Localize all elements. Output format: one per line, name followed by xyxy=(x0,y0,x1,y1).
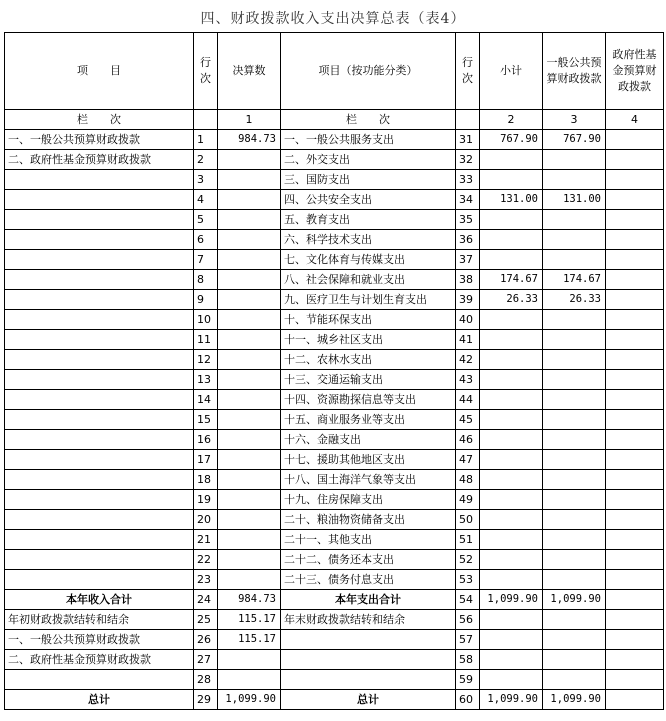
expense-fund xyxy=(606,530,664,550)
income-amount xyxy=(218,410,281,430)
income-amount: 115.17 xyxy=(218,610,281,630)
expense-fund xyxy=(606,290,664,310)
income-row-no: 26 xyxy=(194,630,218,650)
income-row-no: 28 xyxy=(194,670,218,690)
expense-item: 十二、农林水支出 xyxy=(281,350,456,370)
expense-item: 五、教育支出 xyxy=(281,210,456,230)
expense-fund xyxy=(606,650,664,670)
expense-general xyxy=(543,630,606,650)
income-amount xyxy=(218,490,281,510)
income-row-no: 7 xyxy=(194,250,218,270)
expense-item: 二、外交支出 xyxy=(281,150,456,170)
expense-general: 174.67 xyxy=(543,270,606,290)
expense-subtotal xyxy=(480,670,543,690)
lanci-empty xyxy=(194,110,218,130)
income-amount xyxy=(218,270,281,290)
expense-item xyxy=(281,630,456,650)
expense-row-no: 49 xyxy=(456,490,480,510)
lanci-left: 栏 次 xyxy=(5,110,194,130)
expense-item: 二十二、债务还本支出 xyxy=(281,550,456,570)
expense-general xyxy=(543,350,606,370)
table-row xyxy=(5,430,664,450)
expense-row-no: 36 xyxy=(456,230,480,250)
expense-fund xyxy=(606,310,664,330)
expense-item: 三、国防支出 xyxy=(281,170,456,190)
lanci-c1: 1 xyxy=(218,110,281,130)
lanci-row xyxy=(5,110,664,130)
income-item xyxy=(5,170,194,190)
expense-item: 二十一、其他支出 xyxy=(281,530,456,550)
income-amount xyxy=(218,510,281,530)
expense-subtotal: 1,099.90 xyxy=(480,590,543,610)
expense-subtotal xyxy=(480,610,543,630)
expense-general xyxy=(543,330,606,350)
expense-general xyxy=(543,430,606,450)
expense-row-no: 45 xyxy=(456,410,480,430)
income-item: 二、政府性基金预算财政拨款 xyxy=(5,150,194,170)
expense-general xyxy=(543,550,606,570)
income-item xyxy=(5,350,194,370)
expense-subtotal xyxy=(480,170,543,190)
expense-fund xyxy=(606,170,664,190)
expense-item: 四、公共安全支出 xyxy=(281,190,456,210)
expense-fund xyxy=(606,390,664,410)
table-row xyxy=(5,350,664,370)
table-row xyxy=(5,610,664,630)
page-title: 四、财政拨款收入支出决算总表（表4） xyxy=(200,11,466,27)
expense-item: 十一、城乡社区支出 xyxy=(281,330,456,350)
income-item: 年初财政拨款结转和结余 xyxy=(5,610,194,630)
income-amount xyxy=(218,350,281,370)
expense-item: 十四、资源勘探信息等支出 xyxy=(281,390,456,410)
lanci-empty2 xyxy=(456,110,480,130)
income-amount xyxy=(218,230,281,250)
header-fund: 政府性基金预算财政拨款 xyxy=(606,33,664,110)
income-amount xyxy=(218,470,281,490)
expense-subtotal xyxy=(480,650,543,670)
lanci-c4: 4 xyxy=(606,110,664,130)
income-row-no: 18 xyxy=(194,470,218,490)
table-row xyxy=(5,130,664,150)
table-row xyxy=(5,210,664,230)
expense-item: 十三、交通运输支出 xyxy=(281,370,456,390)
expense-fund xyxy=(606,230,664,250)
expense-item: 九、医疗卫生与计划生育支出 xyxy=(281,290,456,310)
expense-row-no: 34 xyxy=(456,190,480,210)
expense-general: 26.33 xyxy=(543,290,606,310)
income-item xyxy=(5,230,194,250)
expense-row-no: 41 xyxy=(456,330,480,350)
income-amount xyxy=(218,170,281,190)
income-row-no: 16 xyxy=(194,430,218,450)
income-item xyxy=(5,670,194,690)
income-row-no: 27 xyxy=(194,650,218,670)
expense-general xyxy=(543,210,606,230)
income-item: 本年收入合计 xyxy=(5,590,194,610)
expense-row-no: 38 xyxy=(456,270,480,290)
income-item xyxy=(5,490,194,510)
expense-general xyxy=(543,570,606,590)
table-row xyxy=(5,590,664,610)
expense-general xyxy=(543,370,606,390)
income-amount xyxy=(218,390,281,410)
expense-row-no: 44 xyxy=(456,390,480,410)
expense-fund xyxy=(606,250,664,270)
expense-item: 二十、粮油物资储备支出 xyxy=(281,510,456,530)
expense-item: 十七、援助其他地区支出 xyxy=(281,450,456,470)
expense-fund xyxy=(606,210,664,230)
expense-subtotal xyxy=(480,490,543,510)
income-row-no: 14 xyxy=(194,390,218,410)
expense-general: 1,099.90 xyxy=(543,690,606,710)
expense-subtotal xyxy=(480,310,543,330)
expense-row-no: 56 xyxy=(456,610,480,630)
table-row xyxy=(5,310,664,330)
expense-item: 十、节能环保支出 xyxy=(281,310,456,330)
expense-general xyxy=(543,170,606,190)
header-amount: 决算数 xyxy=(218,33,281,110)
expense-row-no: 51 xyxy=(456,530,480,550)
expense-row-no: 58 xyxy=(456,650,480,670)
expense-general: 767.90 xyxy=(543,130,606,150)
expense-fund xyxy=(606,430,664,450)
expense-row-no: 32 xyxy=(456,150,480,170)
income-row-no: 21 xyxy=(194,530,218,550)
income-item xyxy=(5,430,194,450)
expense-fund xyxy=(606,150,664,170)
expense-subtotal xyxy=(480,350,543,370)
table-row xyxy=(5,530,664,550)
expense-general xyxy=(543,230,606,250)
expense-fund xyxy=(606,610,664,630)
expense-fund xyxy=(606,570,664,590)
table-row xyxy=(5,170,664,190)
expense-fund xyxy=(606,450,664,470)
table-row xyxy=(5,470,664,490)
expense-row-no: 40 xyxy=(456,310,480,330)
expense-subtotal: 1,099.90 xyxy=(480,690,543,710)
table-row xyxy=(5,550,664,570)
income-row-no: 22 xyxy=(194,550,218,570)
expense-general xyxy=(543,310,606,330)
income-item xyxy=(5,370,194,390)
table-row xyxy=(5,230,664,250)
income-amount xyxy=(218,150,281,170)
header-item-func: 项目（按功能分类） xyxy=(281,33,456,110)
income-row-no: 2 xyxy=(194,150,218,170)
expense-subtotal xyxy=(480,230,543,250)
income-row-no: 3 xyxy=(194,170,218,190)
income-item: 一、一般公共预算财政拨款 xyxy=(5,130,194,150)
lanci-c3: 3 xyxy=(543,110,606,130)
income-row-no: 4 xyxy=(194,190,218,210)
expense-subtotal xyxy=(480,390,543,410)
expense-fund xyxy=(606,330,664,350)
expense-subtotal: 174.67 xyxy=(480,270,543,290)
income-amount xyxy=(218,330,281,350)
expense-general xyxy=(543,670,606,690)
expense-general xyxy=(543,410,606,430)
expense-subtotal: 131.00 xyxy=(480,190,543,210)
table-row xyxy=(5,490,664,510)
income-item: 总计 xyxy=(5,690,194,710)
income-row-no: 19 xyxy=(194,490,218,510)
income-item xyxy=(5,510,194,530)
income-amount xyxy=(218,310,281,330)
income-amount xyxy=(218,210,281,230)
expense-general xyxy=(543,390,606,410)
income-row-no: 17 xyxy=(194,450,218,470)
expense-general xyxy=(543,470,606,490)
expense-item: 十五、商业服务业等支出 xyxy=(281,410,456,430)
income-item: 一、一般公共预算财政拨款 xyxy=(5,630,194,650)
income-amount xyxy=(218,550,281,570)
table-row xyxy=(5,250,664,270)
expense-row-no: 35 xyxy=(456,210,480,230)
expense-row-no: 31 xyxy=(456,130,480,150)
expense-general xyxy=(543,650,606,670)
expense-row-no: 60 xyxy=(456,690,480,710)
expense-general xyxy=(543,610,606,630)
expense-row-no: 42 xyxy=(456,350,480,370)
expense-row-no: 37 xyxy=(456,250,480,270)
expense-fund xyxy=(606,490,664,510)
expense-item: 六、科学技术支出 xyxy=(281,230,456,250)
expense-subtotal: 26.33 xyxy=(480,290,543,310)
income-amount xyxy=(218,670,281,690)
income-item xyxy=(5,390,194,410)
expense-subtotal xyxy=(480,370,543,390)
table-row xyxy=(5,410,664,430)
income-amount xyxy=(218,450,281,470)
income-item xyxy=(5,310,194,330)
income-item xyxy=(5,210,194,230)
expense-subtotal xyxy=(480,530,543,550)
expense-item: 十八、国土海洋气象等支出 xyxy=(281,470,456,490)
income-row-no: 13 xyxy=(194,370,218,390)
expense-subtotal xyxy=(480,550,543,570)
expense-row-no: 47 xyxy=(456,450,480,470)
expense-subtotal: 767.90 xyxy=(480,130,543,150)
income-row-no: 29 xyxy=(194,690,218,710)
expense-fund xyxy=(606,130,664,150)
expense-subtotal xyxy=(480,570,543,590)
expense-general xyxy=(543,150,606,170)
income-amount: 115.17 xyxy=(218,630,281,650)
income-amount xyxy=(218,570,281,590)
expense-row-no: 54 xyxy=(456,590,480,610)
header-row-no: 行次 xyxy=(194,33,218,110)
expense-item: 年末财政拨款结转和结余 xyxy=(281,610,456,630)
expense-item: 十九、住房保障支出 xyxy=(281,490,456,510)
expense-item: 七、文化体育与传媒支出 xyxy=(281,250,456,270)
income-amount xyxy=(218,530,281,550)
expense-fund xyxy=(606,350,664,370)
expense-fund xyxy=(606,370,664,390)
income-amount: 984.73 xyxy=(218,130,281,150)
table-row xyxy=(5,450,664,470)
expense-general xyxy=(543,510,606,530)
expense-item xyxy=(281,670,456,690)
expense-fund xyxy=(606,470,664,490)
income-row-no: 15 xyxy=(194,410,218,430)
expense-item: 二十三、债务付息支出 xyxy=(281,570,456,590)
table-row xyxy=(5,370,664,390)
header-general: 一般公共预算财政拨款 xyxy=(543,33,606,110)
expense-general xyxy=(543,530,606,550)
header-row-no2: 行次 xyxy=(456,33,480,110)
income-row-no: 20 xyxy=(194,510,218,530)
income-amount: 1,099.90 xyxy=(218,690,281,710)
expense-row-no: 52 xyxy=(456,550,480,570)
expense-item: 一、一般公共服务支出 xyxy=(281,130,456,150)
income-row-no: 11 xyxy=(194,330,218,350)
expense-fund xyxy=(606,590,664,610)
expense-general xyxy=(543,490,606,510)
table-row xyxy=(5,270,664,290)
expense-general: 131.00 xyxy=(543,190,606,210)
income-amount: 984.73 xyxy=(218,590,281,610)
expense-subtotal xyxy=(480,630,543,650)
table-row xyxy=(5,510,664,530)
income-item xyxy=(5,450,194,470)
expense-row-no: 39 xyxy=(456,290,480,310)
income-row-no: 12 xyxy=(194,350,218,370)
expense-fund xyxy=(606,270,664,290)
income-row-no: 9 xyxy=(194,290,218,310)
expense-subtotal xyxy=(480,330,543,350)
expense-subtotal xyxy=(480,210,543,230)
expense-row-no: 33 xyxy=(456,170,480,190)
expense-subtotal xyxy=(480,250,543,270)
header-row xyxy=(5,33,664,110)
table-row xyxy=(5,190,664,210)
income-item xyxy=(5,530,194,550)
expense-row-no: 48 xyxy=(456,470,480,490)
table-row xyxy=(5,290,664,310)
expense-row-no: 59 xyxy=(456,670,480,690)
expense-item xyxy=(281,650,456,670)
table-row xyxy=(5,630,664,650)
table-row xyxy=(5,650,664,670)
income-row-no: 24 xyxy=(194,590,218,610)
expense-row-no: 46 xyxy=(456,430,480,450)
income-item xyxy=(5,290,194,310)
income-item xyxy=(5,550,194,570)
expense-row-no: 57 xyxy=(456,630,480,650)
expense-subtotal xyxy=(480,410,543,430)
expense-row-no: 43 xyxy=(456,370,480,390)
income-item xyxy=(5,330,194,350)
header-subtotal: 小计 xyxy=(480,33,543,110)
income-item xyxy=(5,410,194,430)
expense-item: 总计 xyxy=(281,690,456,710)
income-row-no: 23 xyxy=(194,570,218,590)
expense-row-no: 50 xyxy=(456,510,480,530)
table-row xyxy=(5,150,664,170)
expense-general xyxy=(543,250,606,270)
income-row-no: 8 xyxy=(194,270,218,290)
expense-subtotal xyxy=(480,150,543,170)
table-row xyxy=(5,670,664,690)
expense-fund xyxy=(606,550,664,570)
income-row-no: 25 xyxy=(194,610,218,630)
income-item xyxy=(5,570,194,590)
table-row xyxy=(5,690,664,710)
expense-fund xyxy=(606,630,664,650)
income-amount xyxy=(218,250,281,270)
expense-item: 十六、金融支出 xyxy=(281,430,456,450)
expense-fund xyxy=(606,410,664,430)
expense-subtotal xyxy=(480,470,543,490)
income-row-no: 6 xyxy=(194,230,218,250)
expense-fund xyxy=(606,510,664,530)
expense-fund xyxy=(606,670,664,690)
expense-general xyxy=(543,450,606,470)
expense-item: 八、社会保障和就业支出 xyxy=(281,270,456,290)
expense-item: 本年支出合计 xyxy=(281,590,456,610)
income-item: 二、政府性基金预算财政拨款 xyxy=(5,650,194,670)
income-row-no: 1 xyxy=(194,130,218,150)
table-row xyxy=(5,390,664,410)
income-amount xyxy=(218,290,281,310)
header-item: 项 目 xyxy=(5,33,194,110)
expense-fund xyxy=(606,690,664,710)
expense-fund xyxy=(606,190,664,210)
expense-subtotal xyxy=(480,510,543,530)
income-item xyxy=(5,190,194,210)
lanci-right: 栏 次 xyxy=(281,110,456,130)
income-amount xyxy=(218,430,281,450)
expense-row-no: 53 xyxy=(456,570,480,590)
income-row-no: 5 xyxy=(194,210,218,230)
income-amount xyxy=(218,190,281,210)
expense-general: 1,099.90 xyxy=(543,590,606,610)
expense-subtotal xyxy=(480,450,543,470)
income-item xyxy=(5,470,194,490)
expense-subtotal xyxy=(480,430,543,450)
budget-table xyxy=(4,32,664,710)
income-row-no: 10 xyxy=(194,310,218,330)
table-row xyxy=(5,570,664,590)
income-item xyxy=(5,250,194,270)
lanci-c2: 2 xyxy=(480,110,543,130)
income-amount xyxy=(218,650,281,670)
table-row xyxy=(5,330,664,350)
income-amount xyxy=(218,370,281,390)
income-item xyxy=(5,270,194,290)
